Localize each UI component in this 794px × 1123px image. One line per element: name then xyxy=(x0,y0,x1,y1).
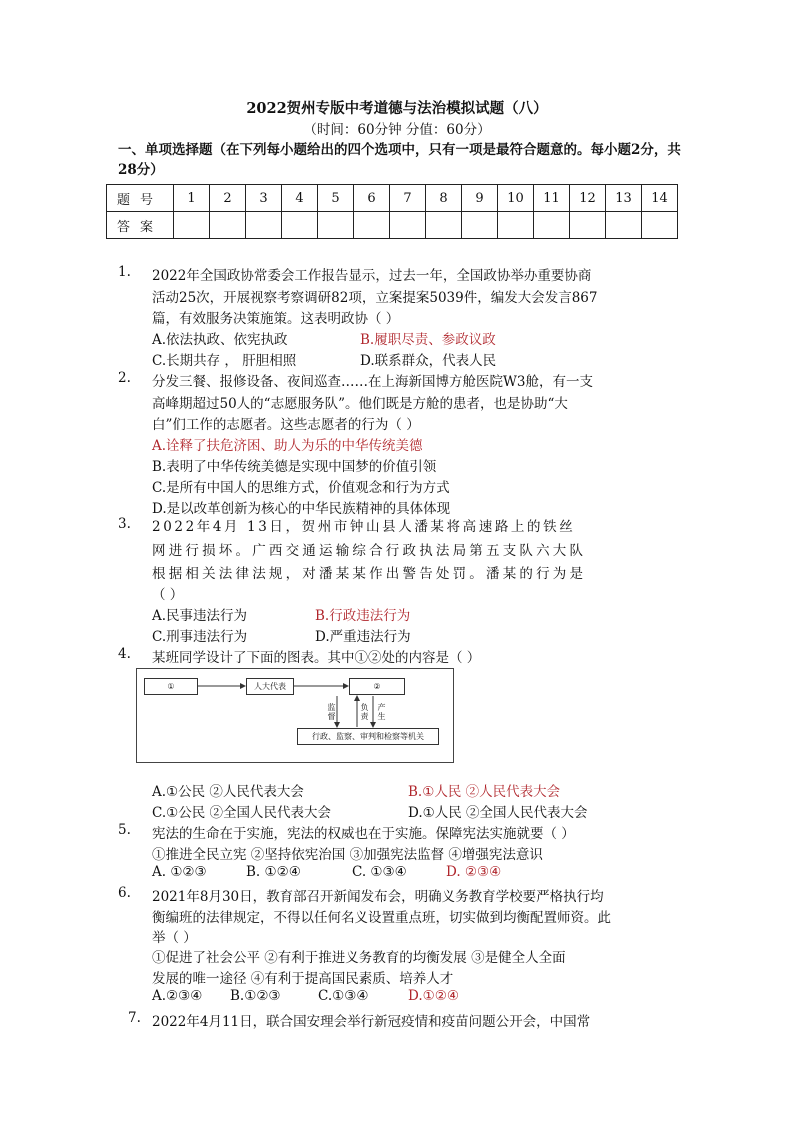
question-number-7: 7. xyxy=(128,1010,141,1026)
q6-stem-line-3: 举（ ） xyxy=(152,930,197,946)
q6-option-a[interactable]: A.②③④ xyxy=(152,988,203,1004)
q1-stem-line-3: 篇，有效服务决策施策。这表明政协（ ） xyxy=(152,311,400,327)
q5-option-d[interactable]: D. ②③④ xyxy=(446,864,502,880)
answer-cell[interactable] xyxy=(354,212,390,239)
q7-stem-line-1: 2022年4月11日，联合国安理会举行新冠疫情和疫苗问题公开会，中国常 xyxy=(152,1014,591,1030)
label-supervise: 监督 xyxy=(327,703,336,721)
q5-option-b[interactable]: B. ①②④ xyxy=(246,864,301,880)
q2-option-d[interactable]: D.是以改革创新为核心的中华民族精神的具体体现 xyxy=(152,501,451,517)
q2-stem-line-3: 白”们工作的志愿者。这些志愿者的行为（ ） xyxy=(152,417,420,433)
table-col-2: 2 xyxy=(210,185,246,212)
q6-stem-line-5: 发展的唯一途径 ④有利于提高国民素质、培养人才 xyxy=(152,971,454,987)
q1-option-b[interactable]: B.履职尽责、参政议政 xyxy=(360,332,496,348)
question-number-6: 6. xyxy=(118,885,131,901)
table-col-9: 9 xyxy=(462,185,498,212)
q2-option-b[interactable]: B.表明了中华传统美德是实现中国梦的价值引领 xyxy=(152,459,437,475)
q2-option-a[interactable]: A.诠释了扶危济困、助人为乐的中华传统美德 xyxy=(152,438,423,454)
table-col-12: 12 xyxy=(570,185,606,212)
q3-stem-line-4: （ ） xyxy=(152,587,184,603)
table-col-5: 5 xyxy=(318,185,354,212)
q6-option-d[interactable]: D.①②④ xyxy=(408,988,459,1004)
question-number-4: 4. xyxy=(118,646,131,662)
question-number-5: 5. xyxy=(118,822,131,838)
table-col-7: 7 xyxy=(390,185,426,212)
page-title: 2022贺州专版中考道德与法治模拟试题（八） xyxy=(246,100,548,117)
answer-cell[interactable] xyxy=(498,212,534,239)
q3-stem-line-3: 根据相关法律法规，对潘某某作出警告处罚。潘某的行为是 xyxy=(152,566,587,582)
label-responsible: 负责 xyxy=(360,703,369,721)
question-number-1: 1. xyxy=(118,264,131,280)
answer-cell[interactable] xyxy=(174,212,210,239)
q4-option-d[interactable]: D.①人民 ②全国人民代表大会 xyxy=(408,805,588,821)
q4-stem-line-1: 某班同学设计了下面的图表。其中①②处的内容是（ ） xyxy=(152,650,481,666)
q6-option-c[interactable]: C.①③④ xyxy=(318,988,369,1004)
diagram-box-4: 行政、监察、审判和检察等机关 xyxy=(297,728,439,745)
answer-cell[interactable] xyxy=(282,212,318,239)
label-produce: 产生 xyxy=(377,703,386,721)
answer-cell[interactable] xyxy=(210,212,246,239)
answer-cell[interactable] xyxy=(462,212,498,239)
question-number-2: 2. xyxy=(118,370,131,386)
section-heading: 一、单项选择题（在下列每小题给出的四个选项中，只有一项是最符合题意的。每小题2分，共28分） xyxy=(118,142,681,178)
q2-stem-line-1: 分发三餐、报修设备、夜间巡查……在上海新国博方舱医院W3舱，有一支 xyxy=(152,374,593,390)
q4-option-b[interactable]: B.①人民 ②人民代表大会 xyxy=(408,784,561,800)
q1-stem-line-1: 2022年全国政协常委会工作报告显示，过去一年，全国政协举办重要协商 xyxy=(152,268,592,284)
q3-stem-line-1: 2022年4月 13日，贺州市钟山县人潘某将高速路上的铁丝 xyxy=(152,519,576,535)
q4-option-a[interactable]: A.①公民 ②人民代表大会 xyxy=(152,784,304,800)
table-col-10: 10 xyxy=(498,185,534,212)
answer-cell[interactable] xyxy=(246,212,282,239)
answer-cell[interactable] xyxy=(570,212,606,239)
answer-cell[interactable] xyxy=(606,212,642,239)
table-col-8: 8 xyxy=(426,185,462,212)
exam-info: （时间：60分钟 分值：60分） xyxy=(303,122,491,138)
q5-stem-line-2: ①推进全民立宪 ②坚持依宪治国 ③加强宪法监督 ④增强宪法意识 xyxy=(152,847,543,863)
q1-stem-line-2: 活动25次，开展视察考察调研82项，立案提案5039件，编发大会发言867 xyxy=(152,290,598,306)
q5-option-c[interactable]: C. ①③④ xyxy=(352,864,407,880)
answer-cell[interactable] xyxy=(390,212,426,239)
table-label-question-no: 题号 xyxy=(107,185,174,212)
q6-stem-line-2: 衡编班的法律规定，不得以任何名义设置重点班，切实做到均衡配置师资。此 xyxy=(152,910,611,926)
answer-table-answer-row xyxy=(107,212,678,239)
q6-option-b[interactable]: B.①②③ xyxy=(230,988,281,1004)
q2-option-c[interactable]: C.是所有中国人的思维方式，价值观念和行为方式 xyxy=(152,480,450,496)
table-col-6: 6 xyxy=(354,185,390,212)
q1-option-a[interactable]: A.依法执政、依宪执政 xyxy=(152,332,288,348)
q5-option-a[interactable]: A. ①②③ xyxy=(152,864,207,880)
table-col-11: 11 xyxy=(534,185,570,212)
answer-table-header-row xyxy=(107,185,678,212)
diagram-box-2: 人大代表 xyxy=(246,678,294,695)
q1-option-d[interactable]: D.联系群众，代表人民 xyxy=(360,353,497,369)
q5-stem-line-1: 宪法的生命在于实施，宪法的权威也在于实施。保障宪法实施就要（ ） xyxy=(152,826,575,842)
table-label-answer: 答案 xyxy=(107,212,174,239)
question-number-3: 3. xyxy=(118,516,131,532)
table-col-3: 3 xyxy=(246,185,282,212)
flow-diagram xyxy=(136,668,454,763)
answer-table xyxy=(106,184,678,239)
table-col-1: 1 xyxy=(174,185,210,212)
q2-stem-line-2: 高峰期超过50人的“志愿服务队”。他们既是方舱的患者，也是协助“大 xyxy=(152,396,568,412)
diagram-box-1: ① xyxy=(144,678,198,695)
table-col-4: 4 xyxy=(282,185,318,212)
q3-option-d[interactable]: D.严重违法行为 xyxy=(315,629,411,645)
q6-stem-line-1: 2021年8月30日，教育部召开新闻发布会，明确义务教育学校要严格执行均 xyxy=(152,889,604,905)
q4-option-c[interactable]: C.①公民 ②全国人民代表大会 xyxy=(152,805,332,821)
q6-stem-line-4: ①促进了社会公平 ②有利于推进义务教育的均衡发展 ③是健全人全面 xyxy=(152,950,566,966)
q3-stem-line-2: 网进行损坏。广西交通运输综合行政执法局第五支队六大队 xyxy=(152,543,587,559)
answer-cell[interactable] xyxy=(426,212,462,239)
q1-option-c[interactable]: C.长期共存 ， 肝胆相照 xyxy=(152,353,297,369)
answer-cell[interactable] xyxy=(318,212,354,239)
diagram-box-3: ② xyxy=(349,678,405,695)
q3-option-c[interactable]: C.刑事违法行为 xyxy=(152,629,248,645)
q3-option-a[interactable]: A.民事违法行为 xyxy=(152,608,248,624)
answer-cell[interactable] xyxy=(642,212,678,239)
table-col-13: 13 xyxy=(606,185,642,212)
q3-option-b[interactable]: B.行政违法行为 xyxy=(315,608,411,624)
answer-cell[interactable] xyxy=(534,212,570,239)
table-col-14: 14 xyxy=(642,185,678,212)
